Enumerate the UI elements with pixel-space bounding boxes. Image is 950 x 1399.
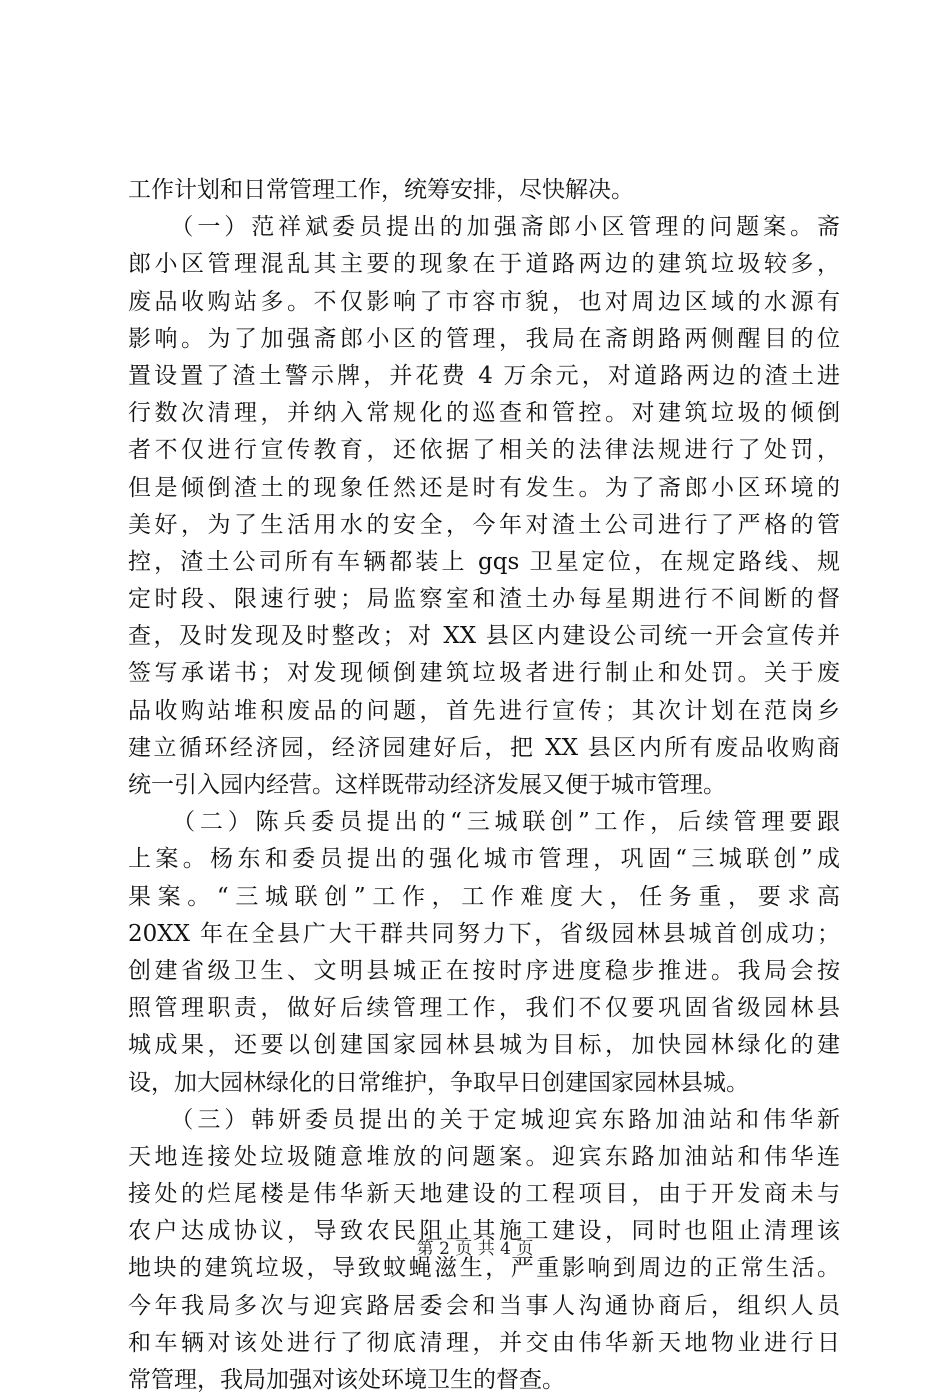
text-line: （三）韩妍委员提出的关于定城迎宾东路加油站和伟华新 (128, 1106, 840, 1133)
text-line: 查，及时发现及时整改；对 XX 县区内建设公司统一开会宣传并 (128, 623, 840, 650)
text-line: 郎小区管理混乱其主要的现象在于道路两边的建筑垃圾较多， (128, 251, 840, 278)
text-line: 废品收购站多。不仅影响了市容市貌，也对周边区域的水源有 (128, 288, 840, 315)
text-line: 果案。“三城联创”工作，工作难度大，任务重，要求高 (128, 883, 840, 910)
text-line: 上案。杨东和委员提出的强化城市管理，巩固“三城联创”成 (128, 846, 840, 873)
text-line: 工作计划和日常管理工作，统筹安排，尽快解决。 (128, 177, 634, 203)
text-line: 但是倾倒渣土的现象任然还是时有发生。为了斋郎小区环境的 (128, 474, 840, 501)
text-line: 地块的建筑垃圾，导致蚊蝇滋生，严重影响到周边的正常生活。 (128, 1255, 840, 1282)
text-line: 者不仅进行宣传教育，还依据了相关的法律法规进行了处罚， (128, 437, 840, 464)
text-line: 签写承诺书；对发现倾倒建筑垃圾者进行制止和处罚。关于废 (128, 660, 840, 687)
text-line: 城成果，还要以创建国家园林县城为目标，加快园林绿化的建 (128, 1032, 840, 1059)
text-line: 创建省级卫生、文明县城正在按时序进度稳步推进。我局会按 (128, 957, 840, 984)
text-line: 今年我局多次与迎宾路居委会和当事人沟通协商后，组织人员 (128, 1292, 840, 1319)
text-line: 农户达成协议，导致农民阻止其施工建设，同时也阻止清理该 (128, 1218, 840, 1245)
text-line: 定时段、限速行驶；局监察室和渣土办每星期进行不间断的督 (128, 586, 840, 613)
text-line: 20XX 年在全县广大干群共同努力下，省级园林县城首创成功； (128, 920, 840, 947)
body-text (128, 172, 840, 1399)
text-line: 行数次清理，并纳入常规化的巡查和管控。对建筑垃圾的倾倒 (128, 400, 840, 427)
text-line: 照管理职责，做好后续管理工作，我们不仅要巩固省级园林县 (128, 995, 840, 1022)
text-line: 统一引入园内经营。这样既带动经济发展又便于城市管理。 (128, 772, 726, 798)
text-line: 置设置了渣土警示牌，并花费 4 万余元，对道路两边的渣土进 (128, 362, 840, 389)
text-line: 设，加大园林绿化的日常维护，争取早日创建国家园林县城。 (128, 1069, 749, 1096)
text-line: 接处的烂尾楼是伟华新天地建设的工程项目，由于开发商未与 (128, 1181, 840, 1208)
text-line: （一）范祥斌委员提出的加强斋郎小区管理的问题案。斋 (128, 214, 840, 241)
text-line: 和车辆对该处进行了彻底清理，并交由伟华新天地物业进行日 (128, 1329, 840, 1356)
text-line: 美好，为了生活用水的安全，今年对渣土公司进行了严格的管 (128, 511, 840, 538)
text-line: 建立循环经济园，经济园建好后，把 XX 县区内所有废品收购商 (128, 734, 840, 761)
text-line: 影响。为了加强斋郎小区的管理，我局在斋朗路两侧醒目的位 (128, 325, 840, 352)
text-line: 品收购站堆积废品的问题，首先进行宣传；其次计划在范岗乡 (128, 697, 840, 724)
text-line: 常管理，我局加强对该处环境卫生的督查。 (128, 1367, 565, 1393)
text-line: （二）陈兵委员提出的“三城联创”工作，后续管理要跟 (128, 809, 840, 836)
page-footer: 第 2 页 共 4 页 (416, 1239, 534, 1259)
text-line: 控，渣土公司所有车辆都装上 gqs 卫星定位，在规定路线、规 (128, 548, 840, 575)
text-line: 天地连接处垃圾随意堆放的问题案。迎宾东路加油站和伟华连 (128, 1143, 840, 1170)
